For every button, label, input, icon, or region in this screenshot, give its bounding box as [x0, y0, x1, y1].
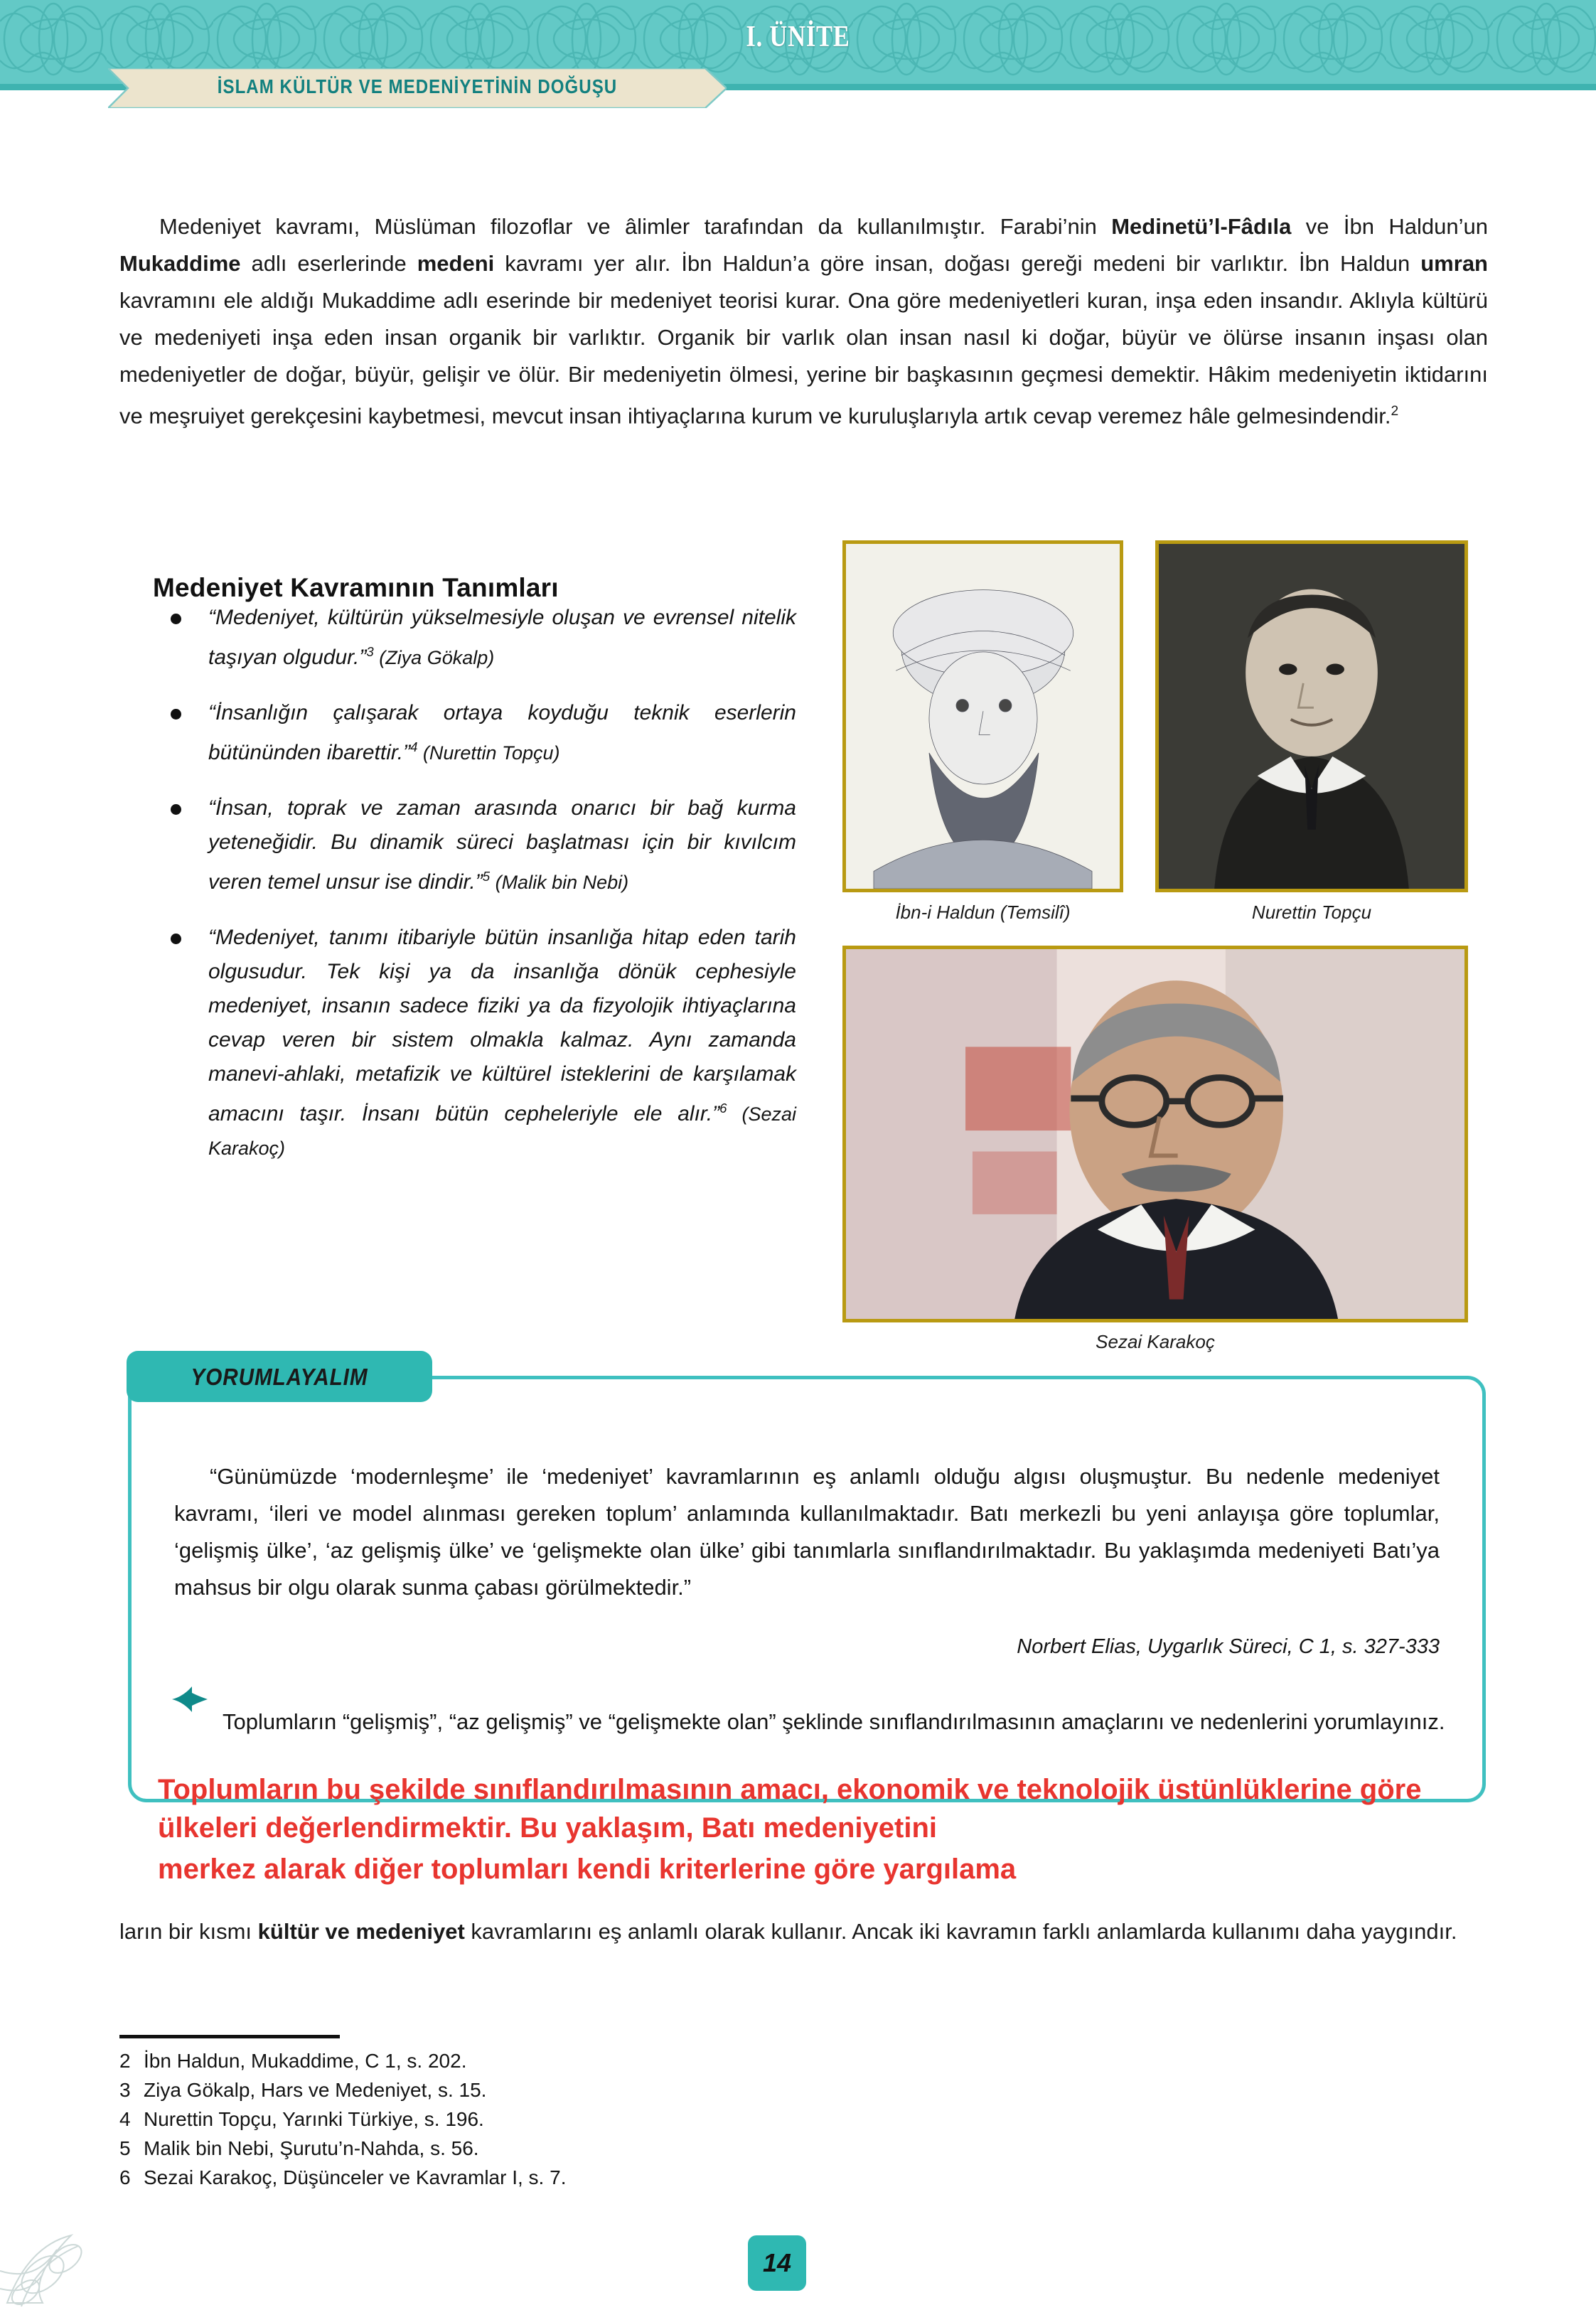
footnote-ref-3: 3	[366, 644, 374, 659]
sezai-karakoc-photo	[842, 946, 1468, 1322]
definition-quote: “Medeniyet, kültürün yükselmesiyle oluşan ve evrensel nitelik taşıyan olgudur.”	[208, 606, 796, 669]
list-item	[153, 601, 796, 675]
footnote-ref-5: 5	[482, 869, 491, 884]
definition-quote: “İnsanlığın çalışarak ortaya koyduğu teknik eserlerin bütününden ibarettir.”	[208, 701, 796, 764]
footnotes-list	[119, 2046, 973, 2192]
definition-source: (Malik bin Nebi)	[490, 872, 629, 893]
intro-bold-medeni: medeni	[417, 251, 495, 276]
yorumlayalim-question: Toplumların “gelişmiş”, “az gelişmiş” ve “gelişmekte olan” şeklinde sınıflandırılmasının amaçlarını ve nedenlerini yorumlayınız.	[223, 1709, 1445, 1734]
footnote-separator-rule	[119, 2035, 340, 2038]
footnote-item	[119, 2134, 973, 2163]
unit-title-label: İSLAM KÜLTÜR VE MEDENİYETİNİN DOĞUŞU	[217, 75, 618, 97]
footnote-item	[119, 2105, 973, 2134]
footnote-item	[119, 2046, 973, 2075]
nurettin-topcu-caption: Nurettin Topçu	[1251, 902, 1372, 923]
section-heading: Medeniyet Kavramının Tanımları	[153, 572, 559, 602]
corner-ornament-icon	[0, 2146, 185, 2310]
footnote-number: 5	[119, 2137, 131, 2159]
list-item	[153, 791, 796, 899]
intro-text-e: adlı eserlerinde	[240, 251, 417, 276]
footnote-number: 4	[119, 2108, 131, 2130]
yorumlayalim-tab-label: YORUMLAYALIM	[191, 1364, 368, 1390]
unit-number-label: I. ÜNİTE	[746, 21, 850, 53]
list-item	[153, 696, 796, 770]
closing-text-c: kavramlarını eş anlamlı olarak kullanır. Ancak iki kavramın farklı anlamlarda kullanımı daha yaygındır.	[464, 1919, 1457, 1944]
footnote-text: Sezai Karakoç, Düşünceler ve Kavramlar I, s. 7.	[144, 2166, 567, 2188]
intro-text-g: kavramı yer alır. İbn Haldun’a göre insan, doğası gereği medeni bir varlıktır. İbn Haldun	[494, 251, 1421, 276]
definition-quote: “Medeniyet, tanımı itibariyle bütün insanlığa hitap eden tarih olgusudur. Tek kişi ya da insanlığa dönük cephesiyle medeniyet, insanın sadece fiziki ya da fizyolojik ihtiyaçlarına cevap veren bir sistem olmakla kalmaz. Aynı zamanda manevi-ahlaki, metafizik ve kültürel isteklerini de karşılamak amacını taşır. İnsanı bütün cepheleriyle ele alır.”	[208, 926, 796, 1125]
footnote-ref-2: 2	[1391, 404, 1399, 419]
unit-title-tag	[108, 68, 727, 108]
closing-bold-kultur-medeniyet: kültür ve medeniyet	[257, 1919, 465, 1944]
yorumlayalim-quote: “Günümüzde ‘modernleşme’ ile ‘medeniyet’ kavramlarının eş anlamlı olduğu algısı oluşmuştur. Bu nedenle medeniyet kavramı, ‘ileri ve model alınması gereken toplum’ anlamında kullanılmaktadır. Batı merkezli bu yeni anlayışa göre toplumlar, ‘gelişmiş ülke’, ‘az gelişmiş ülke’ ve ‘gelişmekte olan ülke’ gibi tanımlarla sınıflandırılmaktadır. Bu yaklaşımda medeniyeti Batı’ya mahsus bir olgu olarak sunma çabası görülmektedir.”	[174, 1464, 1440, 1600]
definition-source: (Sezai Karakoç)	[208, 1103, 796, 1159]
footnote-ref-6: 6	[719, 1101, 727, 1116]
footnote-number: 3	[119, 2079, 131, 2101]
intro-bold-umran: umran	[1420, 251, 1488, 276]
footnote-item	[119, 2163, 973, 2192]
intro-text-a: Medeniyet kavramı, Müslüman filozoflar ve âlimler tarafından da kullanılmıştır. Farabi’nin	[159, 214, 1112, 239]
sezai-karakoc-portrait	[846, 949, 1464, 1319]
intro-text-i: kavramını ele aldığı Mukaddime adlı eserinde bir medeniyet teorisi kurar. Ona göre medeniyetleri kuran, inşa eden insandır. Aklıyla kültürü ve medeniyeti inşa eden insan organik bir varlıktır. Organik bir varlık olan insan nasıl ki doğar, büyür ve ölürse insanın inşası olan medeniyetler de doğar, büyür, gelişir ve ölür. Bir medeniyetin ölmesi, yerine bir başkasının geçmesi demektir. Hâkim medeniyetin iktidarını ve meşruiyet gerekçesini kaybetmesi, mevcut insan ihtiyaçlarına kurum ve kuruluşlarıyla artık cevap veremez hâle gelmesindendir.	[119, 288, 1488, 429]
definitions-bullet-list	[153, 601, 796, 1187]
answer-line-3: medeniyetini	[763, 1812, 937, 1844]
footnote-number: 2	[119, 2050, 131, 2072]
intro-bold-medinetul-fadila: Medinetü’l-Fâdıla	[1111, 214, 1292, 239]
nurettin-topcu-photo	[1155, 540, 1468, 892]
definition-quote: “İnsan, toprak ve zaman arasında onarıcı bir bağ kurma yeteneğidir. Bu dinamik süreci başlatması için bir kıvılcım veren temel unsur ise dindir.”	[208, 796, 796, 894]
ibn-haldun-photo	[842, 540, 1123, 892]
footnote-text: Nurettin Topçu, Yarınki Türkiye, s. 196.	[144, 2108, 484, 2130]
nurettin-topcu-portrait	[1159, 544, 1464, 889]
page-number-badge	[748, 2235, 806, 2291]
student-answer-text	[158, 1770, 1480, 1888]
intro-bold-mukaddime: Mukaddime	[119, 251, 241, 276]
footnote-text: Ziya Gökalp, Hars ve Medeniyet, s. 15.	[144, 2079, 487, 2101]
ibn-haldun-caption: İbn-i Haldun (Temsilî)	[895, 902, 1071, 923]
intro-text-c: ve İbn Haldun’un	[1291, 214, 1488, 239]
definition-source: (Ziya Gökalp)	[373, 647, 495, 668]
ibn-haldun-illustration	[846, 544, 1120, 889]
footnote-text: Malik bin Nebi, Şurutu’n-Nahda, s. 56.	[144, 2137, 479, 2159]
footnote-number: 6	[119, 2166, 131, 2188]
intro-paragraph	[119, 208, 1488, 434]
answer-line-2: üstünlüklerine göre ülkeleri değerlendirmektir. Bu yaklaşım, Batı	[158, 1774, 1422, 1844]
footnote-item	[119, 2075, 973, 2105]
yorumlayalim-tab	[127, 1351, 432, 1402]
answer-line-4: merkez alarak diğer toplumları kendi kriterlerine göre yargılama	[158, 1854, 1017, 1885]
yorumlayalim-source: Norbert Elias, Uygarlık Süreci, C 1, s. 327-333	[1017, 1635, 1440, 1658]
footnote-text: İbn Haldun, Mukaddime, C 1, s. 202.	[144, 2050, 467, 2072]
closing-paragraph	[119, 1913, 1488, 1950]
footnote-ref-4: 4	[410, 739, 418, 754]
page-number-label: 14	[762, 2248, 792, 2277]
answer-line-1: Toplumların bu şekilde sınıflandırılmasının amacı, ekonomik ve teknolojik	[158, 1774, 1150, 1805]
sezai-karakoc-caption: Sezai Karakoç	[1096, 1331, 1215, 1352]
closing-text-a: ların bir kısmı	[119, 1919, 258, 1944]
list-item	[153, 921, 796, 1165]
definition-source: (Nurettin Topçu)	[417, 742, 560, 764]
